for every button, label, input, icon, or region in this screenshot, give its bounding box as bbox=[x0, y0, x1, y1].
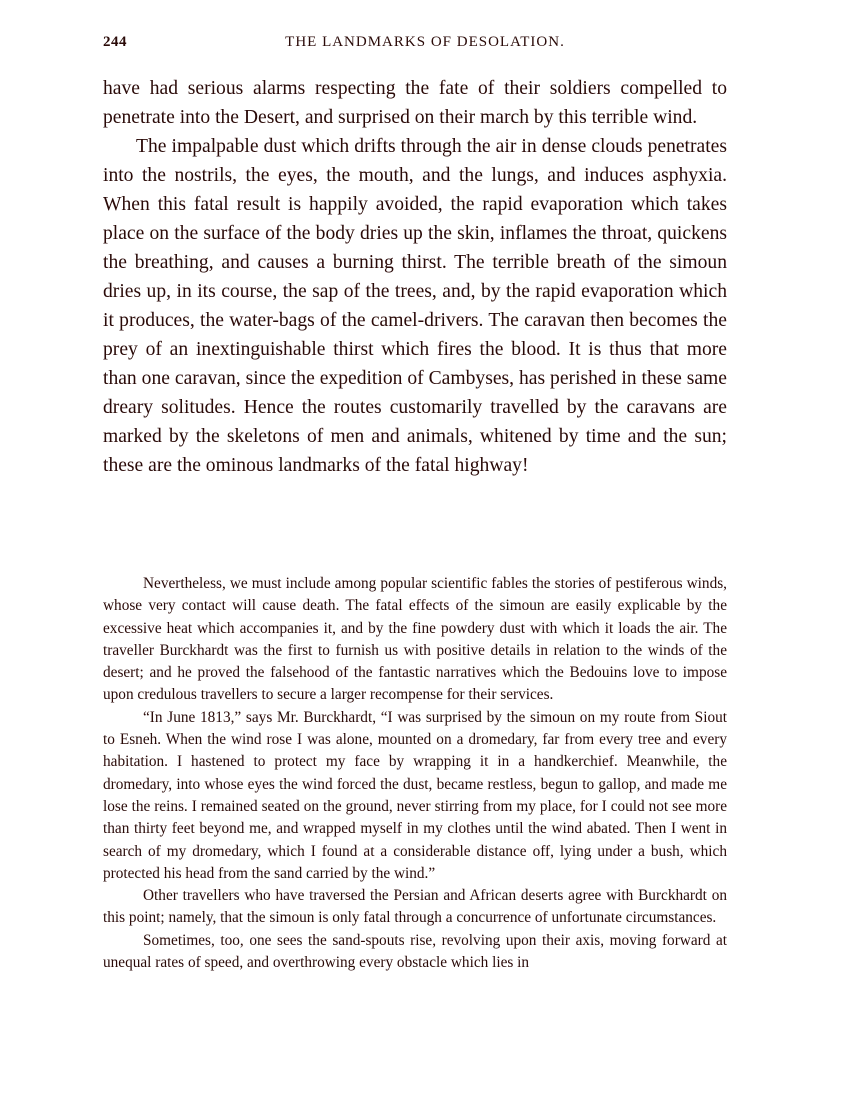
quotation-paragraph: “In June 1813,” says Mr. Burckhardt, “I was surprised by the simoun on my route from Siout to Esneh. When the wind rose I was alone, mounted on a dromedary, far from every tree and every habitation. I hastened to protect my face by wrapping it in a handkerchief. Meanwhile, the dromedary, into whose eyes the wind forced the dust, became restless, begun to gallop, and made me lose the reins. I remained seated on the ground, never stirring from my place, for I could not see more than thirty feet beyond me, and wrapped myself in my clothes until the wind abated. Then I went in search of my dromedary, which I found at a considerable distance off, lying under a bush, which protected his head from the sand carried by the wind.” bbox=[103, 708, 727, 882]
note-paragraph: Nevertheless, we must include among popular scientific fables the stories of pestiferous winds, whose very contact will cause death. The fatal effects of the simoun are easily explicable by the excessive heat which accompanies it, and by the fine powdery dust with which it loads the air. The traveller Burckhardt was the first to furnish us with positive details in relation to the winds of the desert; and he proved the falsehood of the fantastic narratives which the Bedouins love to impose upon credulous travellers to secure a larger recompense for their services. bbox=[103, 575, 727, 704]
page-number: 244 bbox=[103, 34, 127, 50]
body-paragraph: have had serious alarms respecting the fate of their soldiers compelled to penetrate into the Desert, and surprised on their march by this terrible wind. bbox=[103, 78, 727, 128]
main-body-text bbox=[103, 74, 727, 480]
page-header bbox=[103, 34, 727, 58]
body-paragraph: The impalpable dust which drifts through the air in dense clouds penetrates into the nostrils, the eyes, the mouth, and the lungs, and induces asphyxia. When this fatal result is happily avoided, the rapid evaporation which takes place on the surface of the body dries up the skin, inflames the throat, quickens the breathing, and causes a burning thirst. The terrible breath of the simoun dries up, in its course, the sap of the trees, and, by the rapid evaporation which it produces, the water-bags of the camel-drivers. The caravan then becomes the prey of an inextinguishable thirst which fires the blood. It is thus that more than one caravan, since the expedition of Cambyses, has perished in these same dreary solitudes. Hence the routes customarily travelled by the caravans are marked by the skeletons of men and animals, whitened by time and the sun; these are the ominous landmarks of the fatal highway! bbox=[103, 136, 727, 476]
running-title: THE LANDMARKS OF DESOLATION. bbox=[285, 34, 565, 50]
small-print-text bbox=[103, 573, 727, 974]
note-paragraph: Sometimes, too, one sees the sand-spouts rise, revolving upon their axis, moving forward at unequal rates of speed, and overthrowing every obstacle which lies in bbox=[103, 931, 727, 972]
note-paragraph: Other travellers who have traversed the Persian and African deserts agree with Burckhardt on this point; namely, that the simoun is only fatal through a concurrence of unfortunate circumstances. bbox=[103, 887, 727, 927]
